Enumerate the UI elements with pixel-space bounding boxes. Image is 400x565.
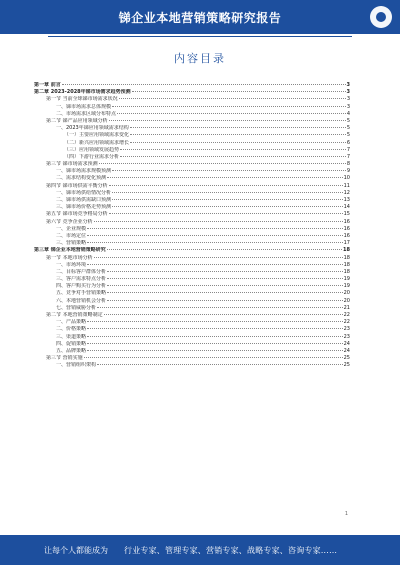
toc-entry-page: 19 bbox=[343, 283, 350, 290]
toc-dot-leader bbox=[99, 163, 346, 164]
toc-entry-page: 25 bbox=[343, 355, 350, 362]
toc-dot-leader bbox=[62, 84, 346, 85]
toc-dot-leader bbox=[109, 185, 343, 186]
toc-entry-page: 7 bbox=[346, 146, 350, 153]
toc-entry-page: 18 bbox=[343, 254, 350, 261]
toc-entry[interactable] bbox=[34, 132, 350, 139]
toc-entry[interactable] bbox=[34, 111, 350, 118]
table-of-contents bbox=[34, 82, 350, 370]
toc-entry-page: 3 bbox=[346, 96, 350, 103]
toc-entry-text: 第一章 前言 bbox=[34, 82, 61, 88]
toc-entry-page: 3 bbox=[346, 82, 350, 88]
toc-entry-page: 16 bbox=[343, 225, 350, 232]
header-bar bbox=[0, 0, 400, 34]
toc-entry[interactable] bbox=[34, 312, 350, 319]
toc-entry-page: 25 bbox=[343, 362, 350, 369]
toc-entry[interactable] bbox=[34, 298, 350, 305]
toc-entry-text: 一、锑市场需求总体规模 bbox=[56, 103, 112, 110]
toc-entry-text: （一）主要应用领域需求变化 bbox=[64, 132, 130, 139]
toc-dot-leader bbox=[94, 221, 343, 222]
toc-entry-text: 二、锑市场供需缺口预测 bbox=[56, 197, 112, 203]
toc-dot-leader bbox=[87, 328, 343, 329]
toc-entry-page: 5 bbox=[346, 132, 350, 139]
toc-entry-page: 24 bbox=[343, 347, 350, 354]
toc-entry[interactable] bbox=[34, 211, 350, 218]
toc-dot-leader bbox=[109, 120, 346, 121]
toc-entry-page: 4 bbox=[346, 110, 350, 117]
toc-entry-text: 一、锑市场供给情况分析 bbox=[56, 189, 112, 196]
toc-entry-text: 一、2023年锑应用领域需求结构 bbox=[56, 125, 129, 132]
toc-entry[interactable] bbox=[34, 290, 350, 297]
toc-entry[interactable] bbox=[34, 154, 350, 161]
toc-entry[interactable] bbox=[34, 89, 350, 96]
toc-entry-text: 第二章 2023-2028年锑市场需求趋势预测 bbox=[34, 89, 131, 96]
toc-entry-page: 10 bbox=[343, 175, 350, 182]
toc-entry-page: 17 bbox=[343, 240, 350, 247]
toc-entry-text: 四、促销策略 bbox=[56, 340, 87, 347]
toc-entry-page: 3 bbox=[346, 103, 350, 110]
toc-entry-text: 第二节 本地营销策略制定 bbox=[46, 312, 103, 318]
toc-dot-leader bbox=[94, 257, 343, 258]
toc-dot-leader bbox=[104, 314, 343, 315]
toc-dot-leader bbox=[130, 142, 346, 143]
toc-entry[interactable] bbox=[34, 305, 350, 312]
toc-entry[interactable] bbox=[34, 269, 350, 276]
toc-entry[interactable] bbox=[34, 140, 350, 147]
footer-slogan-right: 行业专家、管理专家、营销专家、战略专家、咨询专家…… bbox=[124, 545, 338, 555]
toc-dot-leader bbox=[107, 278, 343, 279]
toc-entry-text: 三、渠道策略 bbox=[56, 333, 87, 340]
toc-dot-leader bbox=[130, 134, 346, 135]
toc-entry-page: 5 bbox=[346, 125, 350, 132]
toc-dot-leader bbox=[107, 177, 343, 178]
toc-entry[interactable] bbox=[34, 240, 350, 247]
toc-dot-leader bbox=[87, 264, 343, 265]
toc-dot-leader bbox=[87, 350, 343, 351]
toc-entry-page: 18 bbox=[343, 247, 350, 254]
toc-entry[interactable] bbox=[34, 118, 350, 125]
toc-entry-text: 第二节 锑产品应用领域分析 bbox=[46, 117, 108, 124]
toc-entry-text: 四、客户购买行为分析 bbox=[56, 283, 107, 290]
toc-entry-text: 二、目标客户群体分析 bbox=[56, 268, 107, 275]
toc-entry-text: 七、营销威胁分析 bbox=[56, 304, 97, 311]
toc-entry-text: 一、锑市场需求规模预测 bbox=[56, 168, 112, 175]
header-divider bbox=[48, 36, 352, 37]
toc-entry-text: 第四节 锑市场供需平衡分析 bbox=[46, 182, 108, 189]
toc-entry-page: 18 bbox=[343, 261, 350, 268]
toc-entry-page: 23 bbox=[343, 333, 350, 340]
toc-entry[interactable] bbox=[34, 96, 350, 103]
logo-icon bbox=[370, 6, 392, 28]
toc-entry[interactable] bbox=[34, 226, 350, 233]
toc-entry-page: 22 bbox=[343, 312, 350, 318]
toc-dot-leader bbox=[97, 364, 343, 365]
toc-dot-leader bbox=[87, 242, 343, 243]
toc-dot-leader bbox=[87, 343, 343, 344]
toc-entry-text: 二、市场需求区域分布特点 bbox=[56, 110, 117, 117]
toc-entry[interactable] bbox=[34, 255, 350, 262]
toc-dot-leader bbox=[87, 321, 343, 322]
toc-dot-leader bbox=[112, 106, 346, 107]
toc-entry[interactable] bbox=[34, 355, 350, 362]
toc-entry-text: 三、营销策略 bbox=[56, 240, 87, 247]
toc-entry-page: 16 bbox=[343, 232, 350, 239]
toc-entry[interactable] bbox=[34, 262, 350, 269]
toc-entry-text: （三）应用领域发展趋势 bbox=[64, 146, 120, 153]
toc-entry-page: 20 bbox=[343, 290, 350, 297]
toc-dot-leader bbox=[87, 336, 343, 337]
toc-entry-text: 一、营销组织架构 bbox=[56, 362, 97, 369]
toc-entry[interactable] bbox=[34, 204, 350, 211]
toc-entry-text: 第五节 锑市场竞争格局分析 bbox=[46, 211, 108, 218]
toc-dot-leader bbox=[132, 91, 346, 92]
toc-entry[interactable] bbox=[34, 190, 350, 197]
toc-entry-page: 13 bbox=[343, 197, 350, 203]
toc-dot-leader bbox=[112, 206, 343, 207]
toc-entry[interactable] bbox=[34, 341, 350, 348]
toc-entry-page: 8 bbox=[346, 161, 350, 168]
toc-entry-page: 9 bbox=[346, 168, 350, 175]
toc-entry-page: 12 bbox=[343, 189, 350, 196]
toc-dot-leader bbox=[112, 199, 343, 200]
toc-entry-text: 三、锑市场价格走势预测 bbox=[56, 204, 112, 211]
toc-entry[interactable] bbox=[34, 348, 350, 355]
toc-entry[interactable] bbox=[34, 125, 350, 132]
toc-dot-leader bbox=[130, 127, 346, 128]
toc-entry[interactable] bbox=[34, 168, 350, 175]
toc-entry[interactable] bbox=[34, 283, 350, 290]
toc-entry-text: 一、市场环境 bbox=[56, 261, 87, 268]
footer-slogan-left: 让每个人都能成为 bbox=[44, 545, 108, 555]
toc-entry-text: 二、需求结构变化预测 bbox=[56, 175, 107, 182]
toc-dot-leader bbox=[112, 170, 346, 171]
toc-dot-leader bbox=[107, 300, 343, 301]
toc-entry-page: 15 bbox=[343, 211, 350, 218]
toc-dot-leader bbox=[120, 149, 346, 150]
toc-entry-text: （四）下游行业需求分析 bbox=[64, 153, 120, 160]
toc-dot-leader bbox=[112, 192, 343, 193]
toc-entry[interactable] bbox=[34, 82, 350, 89]
toc-entry-page: 21 bbox=[343, 304, 350, 311]
toc-entry-page: 5 bbox=[346, 117, 350, 124]
toc-entry-text: 一、企业规模 bbox=[56, 225, 87, 232]
toc-entry-text: 五、品牌策略 bbox=[56, 347, 87, 354]
toc-entry[interactable] bbox=[34, 319, 350, 326]
toc-entry-page: 14 bbox=[343, 204, 350, 211]
toc-entry-page: 24 bbox=[343, 340, 350, 347]
toc-entry-text: （二）新兴应用领域需求增长 bbox=[64, 139, 130, 146]
toc-dot-leader bbox=[97, 307, 343, 308]
toc-entry[interactable] bbox=[34, 175, 350, 182]
toc-entry-text: 第一节 当前全球锑市场需求状况 bbox=[46, 96, 118, 103]
toc-dot-leader bbox=[87, 235, 343, 236]
toc-entry-page: 3 bbox=[346, 89, 350, 96]
footer-bar bbox=[0, 535, 400, 565]
toc-entry[interactable] bbox=[34, 104, 350, 111]
toc-dot-leader bbox=[120, 156, 346, 157]
toc-entry-text: 第六节 竞争企业分析 bbox=[46, 218, 93, 225]
toc-entry-page: 11 bbox=[343, 182, 350, 189]
toc-entry-text: 五、竞争对手营销策略 bbox=[56, 290, 107, 297]
toc-entry-text: 二、价格策略 bbox=[56, 326, 87, 333]
toc-entry-text: 一、产品策略 bbox=[56, 319, 87, 326]
toc-dot-leader bbox=[107, 285, 343, 286]
toc-entry-text: 二、市场定位 bbox=[56, 232, 87, 239]
toc-entry[interactable] bbox=[34, 147, 350, 154]
toc-entry-page: 18 bbox=[343, 268, 350, 275]
toc-entry-text: 第三节 营销实施 bbox=[46, 355, 83, 362]
toc-entry[interactable] bbox=[34, 326, 350, 333]
toc-entry-page: 20 bbox=[343, 297, 350, 304]
toc-dot-leader bbox=[107, 249, 342, 250]
toc-entry-page: 7 bbox=[346, 153, 350, 160]
toc-entry[interactable] bbox=[34, 362, 350, 369]
page-number: 1 bbox=[344, 511, 348, 517]
toc-entry-text: 六、本地营销机会分析 bbox=[56, 297, 107, 304]
toc-entry-page: 19 bbox=[343, 276, 350, 283]
toc-entry-text: 第三章 锑企业本地营销策略研究 bbox=[34, 247, 106, 254]
toc-entry[interactable] bbox=[34, 197, 350, 204]
toc-entry[interactable] bbox=[34, 183, 350, 190]
document-title: 锑企业本地营销策略研究报告 bbox=[118, 10, 282, 25]
toc-dot-leader bbox=[109, 213, 343, 214]
toc-title: 内容目录 bbox=[174, 52, 226, 65]
toc-entry[interactable] bbox=[34, 276, 350, 283]
toc-dot-leader bbox=[84, 357, 343, 358]
toc-entry[interactable] bbox=[34, 233, 350, 240]
toc-entry-page: 16 bbox=[343, 218, 350, 225]
toc-entry-page: 22 bbox=[343, 319, 350, 326]
toc-entry-text: 三、客户需求特点分析 bbox=[56, 276, 107, 283]
toc-entry-text: 第三节 锑市场需求预测 bbox=[46, 161, 98, 168]
toc-dot-leader bbox=[119, 98, 346, 99]
toc-dot-leader bbox=[107, 271, 343, 272]
toc-entry[interactable] bbox=[34, 161, 350, 168]
toc-entry[interactable] bbox=[34, 219, 350, 226]
toc-entry-page: 23 bbox=[343, 326, 350, 333]
toc-dot-leader bbox=[117, 113, 346, 114]
toc-entry-text: 第一节 本地市场分析 bbox=[46, 254, 93, 261]
toc-entry-page: 6 bbox=[346, 139, 350, 146]
toc-dot-leader bbox=[87, 228, 343, 229]
toc-dot-leader bbox=[107, 292, 343, 293]
toc-entry[interactable] bbox=[34, 247, 350, 254]
toc-entry[interactable] bbox=[34, 334, 350, 341]
